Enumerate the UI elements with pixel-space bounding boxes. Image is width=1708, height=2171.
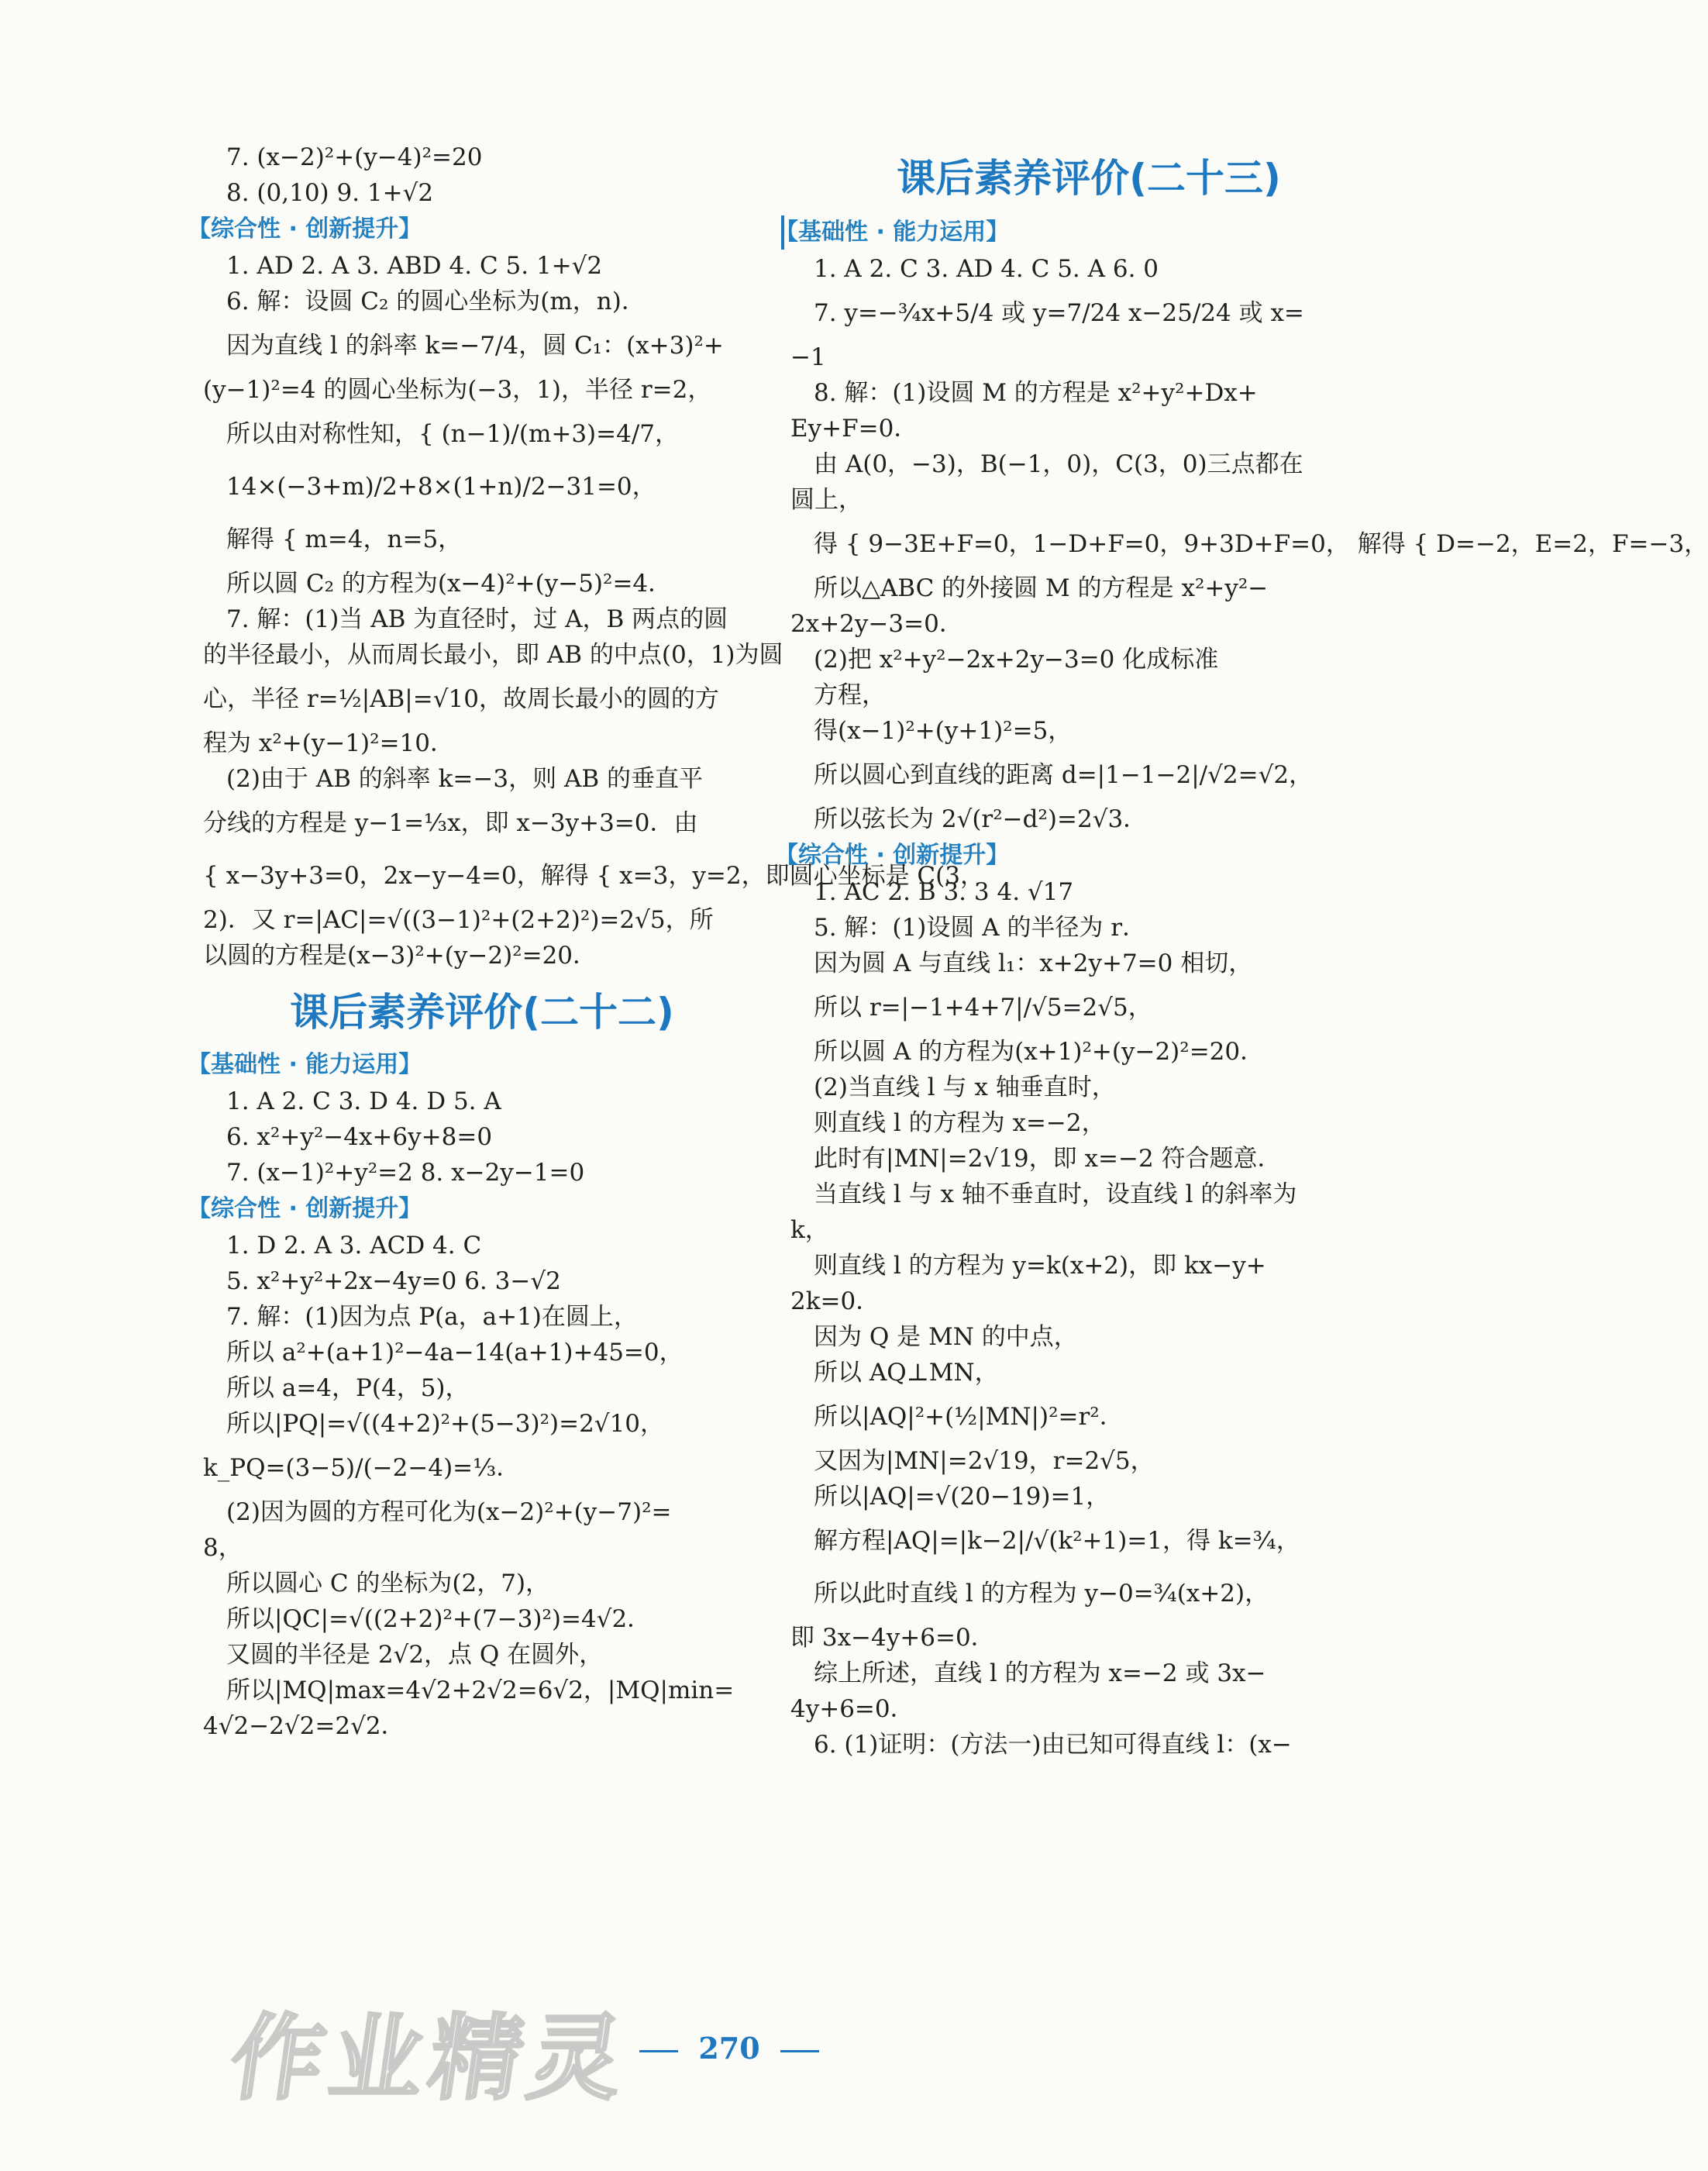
right-column [775, 147, 1708, 1763]
answer-line: 7. 解：(1)当 AB 为直径时，过 A，B 两点的圆 [226, 605, 728, 633]
section-tag: 【基础性 · 能力运用】 [188, 1051, 422, 1078]
answer-line: 所以|AQ|=√(20−19)=1， [814, 1483, 1111, 1511]
answer-line: 圆上， [790, 486, 863, 514]
answer-line: 解得 { m=4，n=5， [226, 526, 463, 553]
answer-line: 所以 a²+(a+1)²−4a−14(a+1)+45=0， [226, 1339, 684, 1366]
answer-line: 方程， [814, 681, 886, 709]
answer-line: 所以△ABC 的外接圆 M 的方程是 x²+y²− [814, 574, 1269, 602]
answer-line: 6. (1)证明：(方法一)由已知可得直线 l：(x− [814, 1731, 1292, 1759]
answer-line: 7. (x−2)²+(y−4)²=20 [226, 143, 483, 171]
answer-line: Ey+F=0． [790, 415, 918, 443]
answer-line: 所以 a=4，P(4，5)， [226, 1374, 470, 1402]
answer-line: 所以由对称性知，{ (n−1)/(m+3)=4/7， [226, 420, 680, 448]
answer-line: (2)当直线 l 与 x 轴垂直时， [814, 1073, 1116, 1101]
answer-line: (2)因为圆的方程可化为(x−2)²+(y−7)²= [226, 1498, 672, 1526]
answer-line: k_PQ=(3−5)/(−2−4)=⅓． [203, 1454, 521, 1482]
answer-line: 2x+2y−3=0． [790, 610, 963, 638]
section-tag: 【综合性 · 创新提升】 [188, 1195, 422, 1222]
page-number-value: 270 [698, 2031, 760, 2066]
answer-line: 8， [203, 1534, 243, 1562]
answer-line: 7. 解：(1)因为点 P(a，a+1)在圆上， [226, 1303, 638, 1331]
answer-line: 7. (x−1)²+y²=2 8. x−2y−1=0 [226, 1159, 585, 1187]
section-title: 课后素养评价(二十二) [290, 990, 674, 1035]
answer-line: 1. AD 2. A 3. ABD 4. C 5. 1+√2 [226, 252, 603, 280]
section-tag: 【基础性 · 能力运用】 [775, 219, 1010, 246]
answer-line: 所以|PQ|=√((4+2)²+(5−3)²)=2√10， [226, 1410, 665, 1438]
answer-line: 又圆的半径是 2√2，点 Q 在圆外， [226, 1641, 604, 1669]
section-tag: 【综合性 · 创新提升】 [188, 215, 422, 243]
answer-line: 所以|QC|=√((2+2)²+(7−3)²)=4√2． [226, 1605, 652, 1633]
answer-line: −1 [790, 343, 826, 371]
answer-line: 所以圆心 C 的坐标为(2，7)， [226, 1570, 550, 1597]
answer-line: 所以此时直线 l 的方程为 y−0=¾(x+2)， [814, 1580, 1269, 1608]
answer-line: 6. 解：设圆 C₂ 的圆心坐标为(m，n)． [226, 288, 646, 315]
answer-line: 1. AC 2. B 3. 3 4. √17 [814, 878, 1074, 906]
answer-line: 5. 解：(1)设圆 A 的半径为 r． [814, 914, 1147, 942]
answer-line: 8. (0,10) 9. 1+√2 [226, 179, 434, 207]
answer-line: 所以圆 A 的方程为(x+1)²+(y−2)²=20． [814, 1038, 1265, 1066]
answer-line: (y−1)²=4 的圆心坐标为(−3，1)，半径 r=2， [203, 376, 712, 404]
page-number-right-dash [780, 2050, 819, 2052]
answer-line: 得 { 9−3E+F=0，1−D+F=0，9+3D+F=0， 解得 { D=−2，E=2，F=−3， [814, 530, 1708, 558]
answer-line: 1. A 2. C 3. D 4. D 5. A [226, 1087, 501, 1115]
answer-line: 由 A(0，−3)，B(−1，0)，C(3，0)三点都在 [814, 450, 1303, 478]
answer-line: 4y+6=0． [790, 1695, 914, 1723]
answer-line: 的半径最小，从而周长最小，即 AB 的中点(0，1)为圆 [203, 641, 783, 669]
answer-line: 此时有|MN|=2√19，即 x=−2 符合题意． [814, 1145, 1282, 1173]
answer-line: 所以圆 C₂ 的方程为(x−4)²+(y−5)²=4． [226, 570, 673, 598]
section-tag: 【综合性 · 创新提升】 [775, 842, 1010, 869]
page-number-left-dash [639, 2050, 678, 2052]
watermark-logo: 作业精灵 [223, 2005, 636, 2113]
answer-line: (2)由于 AB 的斜率 k=−3，则 AB 的垂直平 [226, 765, 703, 793]
answer-line: 所以|MQ|max=4√2+2√2=6√2，|MQ|min= [226, 1676, 735, 1704]
answer-line: 2)．又 r=|AC|=√((3−1)²+(2+2)²)=2√5，所 [203, 906, 714, 934]
answer-line: 6. x²+y²−4x+6y+8=0 [226, 1123, 493, 1151]
answer-line: 综上所述，直线 l 的方程为 x=−2 或 3x− [814, 1659, 1266, 1687]
answer-line: 4√2−2√2=2√2． [203, 1712, 405, 1740]
answer-line: 因为 Q 是 MN 的中点， [814, 1323, 1078, 1351]
answer-line: 2k=0． [790, 1287, 880, 1315]
answer-line: 1. D 2. A 3. ACD 4. C [226, 1232, 482, 1260]
answer-line: 所以圆心到直线的距离 d=|1−1−2|/√2=√2， [814, 761, 1314, 789]
answer-line: k， [790, 1216, 829, 1244]
answer-line: 1. A 2. C 3. AD 4. C 5. A 6. 0 [814, 255, 1159, 283]
answer-line: 5. x²+y²+2x−4y=0 6. 3−√2 [226, 1267, 561, 1295]
answer-line: { x−3y+3=0，2x−y−4=0，解得 { x=3，y=2，即圆心坐标是 C(3， [203, 862, 984, 890]
answer-line: 程为 x²+(y−1)²=10． [203, 729, 454, 757]
answer-line: 即 3x−4y+6=0． [790, 1624, 995, 1652]
answer-line: 因为圆 A 与直线 l₁：x+2y+7=0 相切， [814, 949, 1253, 977]
answer-line: 14×(−3+m)/2+8×(1+n)/2−31=0， [226, 473, 656, 501]
answer-line: 又因为|MN|=2√19，r=2√5， [814, 1447, 1155, 1475]
answer-line: 所以|AQ|²+(½|MN|)²=r²． [814, 1403, 1124, 1431]
page-number [0, 2031, 1458, 2066]
answer-line: 所以 r=|−1+4+7|/√5=2√5， [814, 994, 1152, 1022]
answer-line: (2)把 x²+y²−2x+2y−3=0 化成标准 [814, 646, 1219, 674]
answer-line: 所以 AQ⊥MN， [814, 1359, 999, 1387]
answer-line: 7. y=−¾x+5/4 或 y=7/24 x−25/24 或 x= [814, 299, 1304, 327]
answer-line: 8. 解：(1)设圆 M 的方程是 x²+y²+Dx+ [814, 379, 1258, 407]
answer-line: 当直线 l 与 x 轴不垂直时，设直线 l 的斜率为 [814, 1180, 1297, 1208]
section-title: 课后素养评价(二十三) [897, 156, 1281, 201]
answer-line: 以圆的方程是(x−3)²+(y−2)²=20． [203, 942, 597, 970]
answer-line: 则直线 l 的方程为 y=k(x+2)，即 kx−y+ [814, 1252, 1266, 1280]
answer-line: 因为直线 l 的斜率 k=−7/4，圆 C₁：(x+3)²+ [226, 332, 724, 360]
answer-line: 分线的方程是 y−1=⅓x，即 x−3y+3=0．由 [203, 809, 698, 837]
answer-line: 心，半径 r=½|AB|=√10，故周长最小的圆的方 [203, 685, 719, 713]
answer-line: 所以弦长为 2√(r²−d²)=2√3． [814, 805, 1148, 833]
answer-line: 得(x−1)²+(y+1)²=5， [814, 717, 1073, 745]
answer-line: 解方程|AQ|=|k−2|/√(k²+1)=1，得 k=¾， [814, 1527, 1300, 1555]
answer-line: 则直线 l 的方程为 x=−2， [814, 1109, 1106, 1137]
